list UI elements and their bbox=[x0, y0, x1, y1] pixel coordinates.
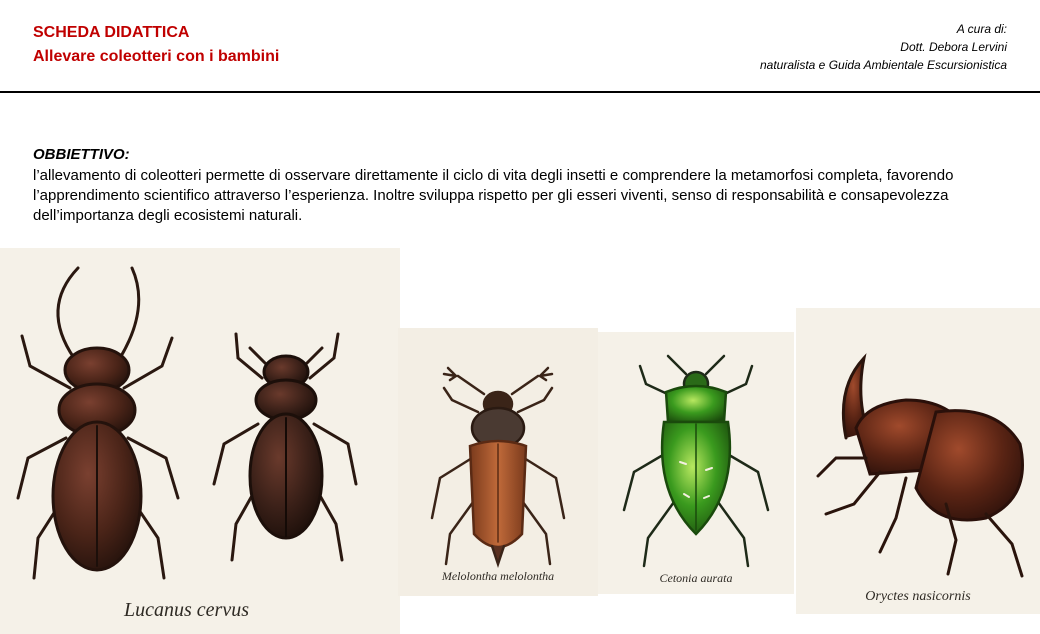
objective-heading: OBBIETTIVO: bbox=[33, 146, 130, 163]
document-type-title: SCHEDA DIDATTICA bbox=[33, 24, 190, 41]
cetonia-label: Cetonia aurata bbox=[659, 571, 733, 585]
objective-text: l’allevamento di coleotteri permette di osservare direttamente il ciclo di vita degli insetti e comprendere la metamorfosi completa, favorendo l’apprendimento scientifico attraverso l’esperienza. Inoltre sviluppa rispetto per gli esseri viventi, senso di responsabilità e consapevolezza dell’importanza degli ecosistemi naturali. bbox=[33, 167, 954, 224]
author-name: Dott. Debora Lervini bbox=[900, 40, 1007, 54]
oryctes-plate bbox=[796, 308, 1040, 614]
author-role: naturalista e Guida Ambientale Escursionistica bbox=[759, 58, 1007, 72]
document-subject-title: Allevare coleotteri con i bambini bbox=[33, 48, 280, 65]
credit-label: A cura di: bbox=[956, 22, 1007, 36]
oryctes-label: Oryctes nasicornis bbox=[865, 589, 971, 604]
author-credits bbox=[760, 20, 1007, 74]
lucanus-plate bbox=[0, 248, 400, 634]
melolontha-plate bbox=[398, 328, 598, 596]
beetle-illustrations bbox=[0, 248, 1040, 634]
lucanus-label: Lucanus cervus bbox=[124, 599, 249, 621]
melolontha-label: Melolontha melolontha bbox=[441, 569, 555, 583]
header-divider bbox=[0, 91, 1040, 93]
cetonia-plate bbox=[598, 332, 794, 594]
page-header bbox=[0, 0, 1040, 93]
